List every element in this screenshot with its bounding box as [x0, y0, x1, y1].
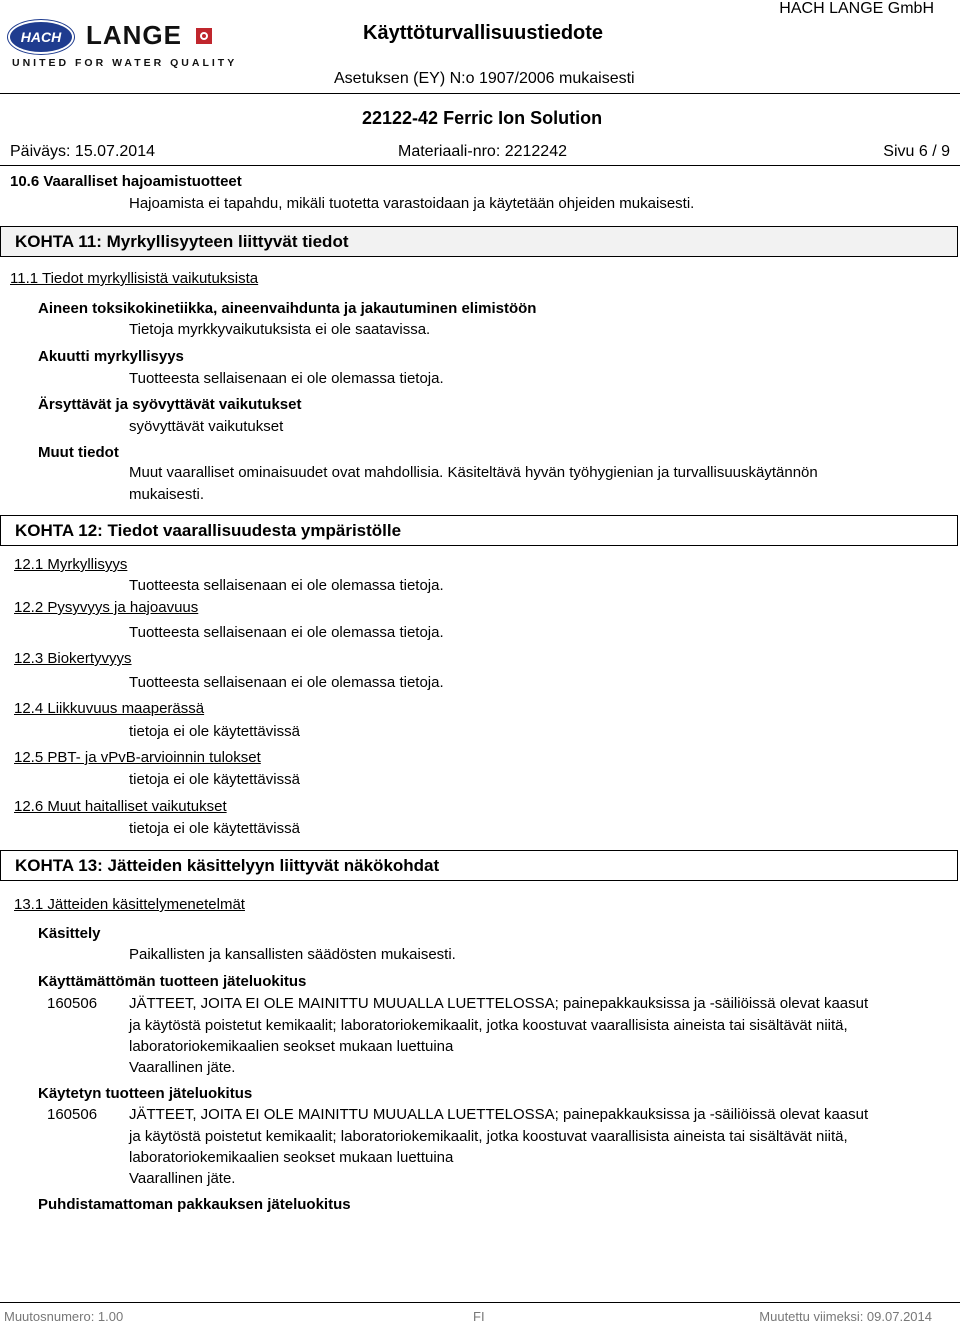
- document-title: Käyttöturvallisuustiedote: [363, 22, 604, 44]
- material-number: Materiaali-nro: 2212242: [398, 143, 567, 160]
- s10-6-heading: 10.6 Vaaralliset hajoamistuotteet: [10, 173, 242, 190]
- section-13-bar: [0, 850, 958, 881]
- acute-text: Tuotteesta sellaisenaan ei ole olemassa tietoja.: [129, 370, 444, 387]
- used-waste-label: Käytetyn tuotteen jäteluokitus: [38, 1085, 253, 1102]
- used-waste-note: Vaarallinen jäte.: [129, 1170, 236, 1187]
- handling-text: Paikallisten ja kansallisten säädösten mukaisesti.: [129, 946, 456, 963]
- other-info-label: Muut tiedot: [38, 444, 119, 461]
- lange-logo: LANGE: [86, 20, 182, 50]
- s12-2-text: Tuotteesta sellaisenaan ei ole olemassa tietoja.: [129, 624, 444, 641]
- irritation-label: Ärsyttävät ja syövyttävät vaikutukset: [38, 396, 302, 413]
- s12-6-text: tietoja ei ole käytettävissä: [129, 820, 300, 837]
- s10-6-text: Hajoamista ei tapahdu, mikäli tuotetta varastoidaan ja käytetään ohjeiden mukaisesti.: [129, 195, 695, 212]
- s13-1-heading: 13.1 Jätteiden käsittelymenetelmät: [14, 896, 245, 913]
- revision-number: Muutosnumero: 1.00: [4, 1309, 124, 1324]
- last-modified: Muutettu viimeksi: 09.07.2014: [759, 1309, 932, 1324]
- s12-2-heading: 12.2 Pysyvyys ja hajoavuus: [14, 599, 199, 616]
- irritation-text: syövyttävät vaikutukset: [129, 418, 284, 435]
- language-code: FI: [473, 1309, 485, 1324]
- handling-label: Käsittely: [38, 925, 101, 942]
- unused-waste-label: Käyttämättömän tuotteen jäteluokitus: [38, 973, 307, 990]
- packaging-waste-label: Puhdistamattoman pakkauksen jäteluokitus: [38, 1196, 351, 1213]
- tox-text: Tietoja myrkkyvaikutuksista ei ole saatavissa.: [129, 321, 431, 338]
- unused-waste-code: 160506: [47, 995, 98, 1012]
- section-11-title: KOHTA 11: Myrkyllisyyteen liittyvät tiedot: [15, 231, 349, 251]
- s12-3-text: Tuotteesta sellaisenaan ei ole olemassa tietoja.: [129, 674, 444, 691]
- s12-1-heading: 12.1 Myrkyllisyys: [14, 556, 128, 573]
- s12-6-heading: 12.6 Muut haitalliset vaikutukset: [14, 798, 227, 815]
- header-rule-top: [0, 93, 960, 94]
- s12-4-heading: 12.4 Liikkuvuus maaperässä: [14, 700, 205, 717]
- tagline: UNITED FOR WATER QUALITY: [12, 57, 238, 69]
- acute-label: Akuutti myrkyllisyys: [38, 348, 184, 365]
- unused-waste-note: Vaarallinen jäte.: [129, 1059, 236, 1076]
- s11-1-heading: 11.1 Tiedot myrkyllisistä vaikutuksista: [10, 270, 259, 287]
- footer-rule: [0, 1302, 960, 1303]
- s12-5-heading: 12.5 PBT- ja vPvB-arvioinnin tulokset: [14, 749, 261, 766]
- section-13-title: KOHTA 13: Jätteiden käsittelyyn liittyvät näkökohdat: [15, 855, 440, 875]
- other-info-text: Muut vaaralliset ominaisuudet ovat mahdollisia. Käsiteltävä hyvän työhygienian ja turvallisuuskäytännön mukaisesti.: [129, 464, 818, 503]
- s12-3-heading: 12.3 Biokertyvyys: [14, 650, 132, 667]
- section-12-bar: [0, 515, 958, 546]
- s12-1-text: Tuotteesta sellaisenaan ei ole olemassa tietoja.: [129, 577, 444, 594]
- date: Päiväys: 15.07.2014: [10, 143, 155, 160]
- product-name: 22122-42 Ferric Ion Solution: [362, 108, 603, 128]
- s12-5-text: tietoja ei ole käytettävissä: [129, 771, 300, 788]
- hach-logo-text: HACH: [20, 29, 62, 45]
- tox-label: Aineen toksikokinetiikka, aineenvaihdunta ja jakautuminen elimistöön: [38, 300, 537, 317]
- hach-logo: [10, 22, 72, 52]
- unused-waste-text: JÄTTEET, JOITA EI OLE MAINITTU MUUALLA LUETTELOSSA; painepakkauksissa ja -säiliöissä olevat kaasut ja käytöstä poistetut kemikaalit; laboratoriokemikaalit, jotka koostuvat vaarallisista aineista tai sisältävät niitä, laboratoriokemikaalien seokset mukaan luettuina: [129, 995, 869, 1055]
- page-number: Sivu 6 / 9: [883, 143, 950, 160]
- s12-4-text: tietoja ei ole käytettävissä: [129, 723, 300, 740]
- used-waste-text: JÄTTEET, JOITA EI OLE MAINITTU MUUALLA LUETTELOSSA; painepakkauksissa ja -säiliöissä olevat kaasut ja käytöstä poistetut kemikaalit; laboratoriokemikaalit, jotka koostuvat vaarallisista aineista tai sisältävät niitä, laboratoriokemikaalien seokset mukaan luettuina: [129, 1106, 869, 1166]
- header-rule-bottom: [0, 165, 960, 166]
- used-waste-code: 160506: [47, 1106, 98, 1123]
- lange-target-icon: [196, 28, 212, 44]
- section-12-title: KOHTA 12: Tiedot vaarallisuudesta ympäristölle: [15, 520, 402, 540]
- section-11-bar: [0, 226, 958, 257]
- regulation: Asetuksen (EY) N:o 1907/2006 mukaisesti: [334, 70, 635, 87]
- company-name: HACH LANGE GmbH: [779, 0, 934, 17]
